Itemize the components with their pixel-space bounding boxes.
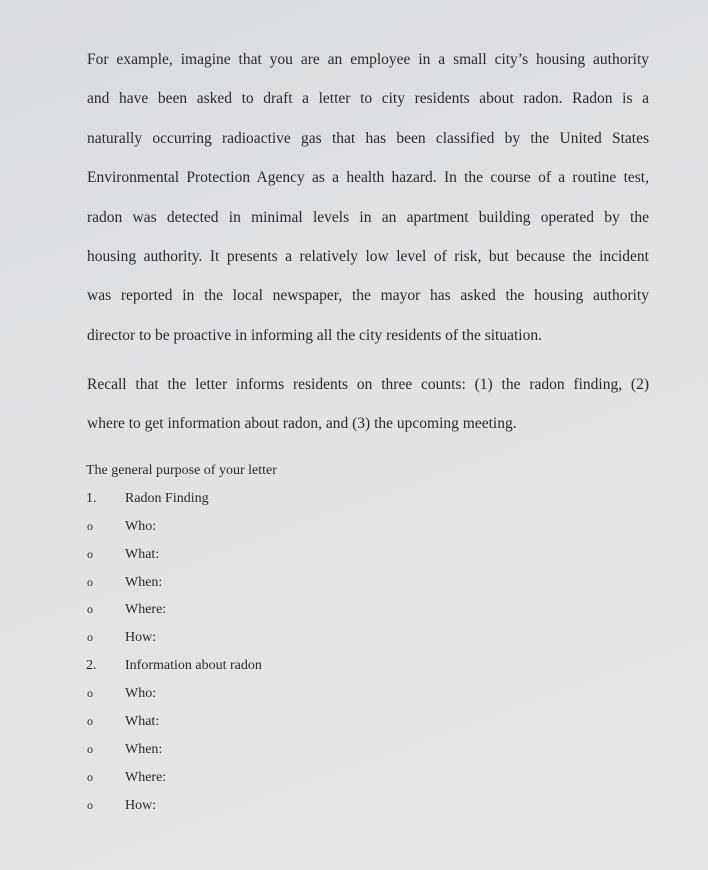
item-label: How:: [125, 797, 157, 813]
item-label: When:: [125, 741, 163, 757]
item-label: When:: [125, 574, 163, 590]
item-label: What:: [125, 546, 160, 562]
paragraph-line: housing authority. It presents a relatively low level of risk, but because the incident: [87, 247, 649, 265]
item-label: Where:: [125, 602, 167, 618]
paragraph-line: was reported in the local newspaper, the mayor has asked the housing authority: [87, 287, 649, 305]
section-title: Information about radon: [125, 658, 262, 674]
section-number: 1.: [86, 490, 97, 506]
item-label: Who:: [125, 686, 157, 702]
paragraph-line: Recall that the letter informs residents on three counts: (1) the radon finding, (2): [87, 376, 649, 393]
paragraph-line: where to get information about radon, and (3) the upcoming meeting.: [87, 415, 517, 433]
paragraph-line: naturally occurring radioactive gas that has been classified by the United States: [87, 129, 649, 147]
recall-paragraph: [87, 365, 649, 444]
item-label: Who:: [125, 518, 157, 534]
bullet-marker: o: [87, 797, 93, 812]
outline-heading: The general purpose of your letter: [86, 463, 277, 478]
bullet-marker: o: [87, 769, 93, 784]
bullet-marker: o: [87, 630, 93, 645]
item-label: Where:: [125, 769, 167, 785]
paragraph-line: radon was detected in minimal levels in an apartment building operated by the: [87, 208, 649, 226]
paragraph-line: and have been asked to draft a letter to city residents about radon. Radon is a: [87, 90, 649, 108]
bullet-marker: o: [87, 518, 93, 533]
paragraph-line: Environmental Protection Agency as a health hazard. In the course of a routine test,: [87, 169, 649, 187]
bullet-marker: o: [87, 686, 93, 701]
item-label: How:: [125, 630, 157, 646]
bullet-marker: o: [87, 546, 93, 561]
section-title: Radon Finding: [125, 490, 209, 506]
bullet-marker: o: [87, 741, 93, 756]
paragraph-line: For example, imagine that you are an employee in a small city’s housing authority: [87, 51, 649, 68]
bullet-marker: o: [87, 714, 93, 729]
bullet-marker: o: [87, 602, 93, 617]
section-number: 2.: [86, 658, 97, 674]
bullet-marker: o: [87, 574, 93, 589]
item-label: What:: [125, 714, 160, 730]
intro-paragraph: [87, 40, 649, 355]
paragraph-line: director to be proactive in informing all the city residents of the situation.: [87, 326, 542, 344]
